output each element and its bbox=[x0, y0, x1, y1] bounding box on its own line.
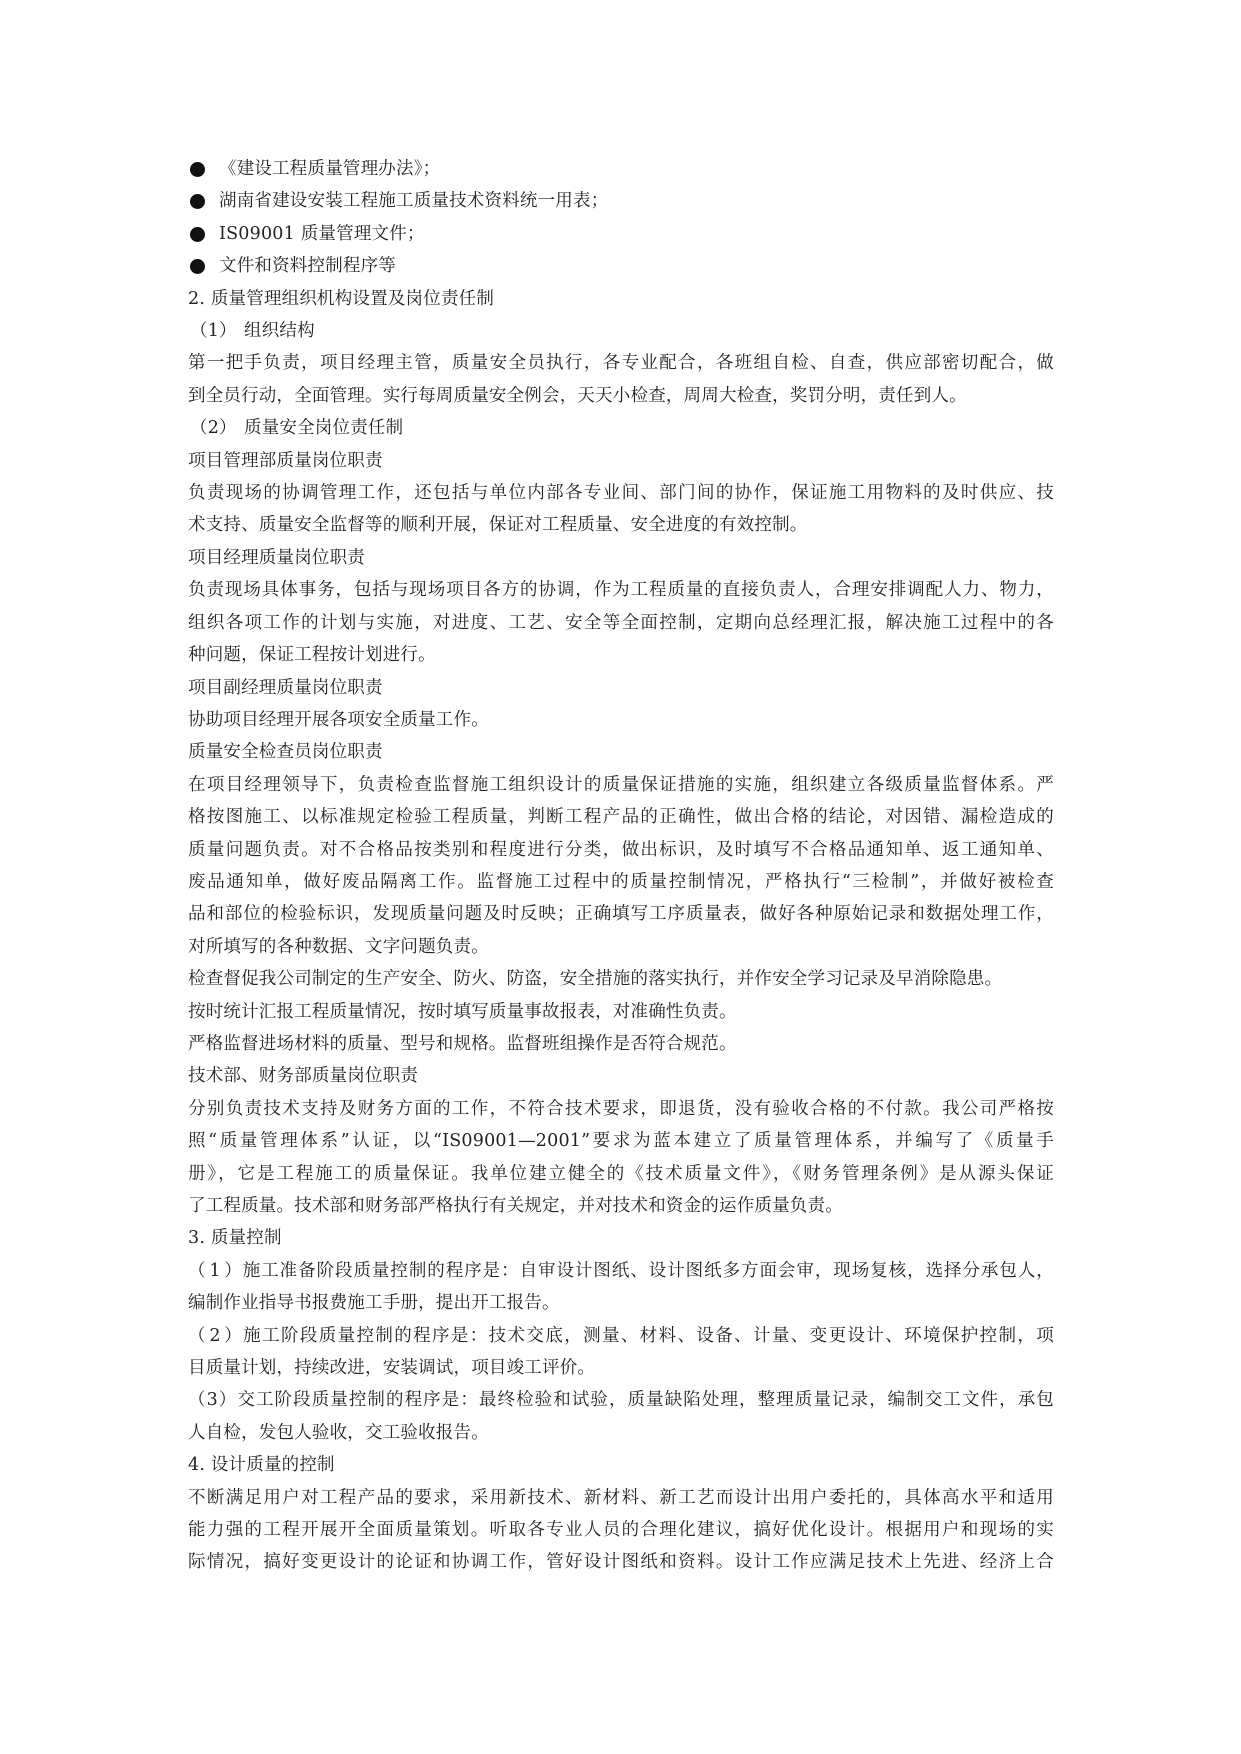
paragraph: 负责现场的协调管理工作，还包括与单位内部各专业间、部门间的协作，保证施工用物料的及时供应、技 术支持、质量安全监督等的顺利开展，保证对工程质量、安全进度的有效控制。 bbox=[188, 483, 1054, 536]
reference-list bbox=[188, 153, 1054, 283]
list-item: 文件和资料控制程序等 bbox=[188, 250, 1054, 282]
bullet-icon bbox=[190, 227, 205, 242]
list-item: IS09001 质量管理文件； bbox=[188, 218, 1054, 250]
section-heading: 3. 质量控制 bbox=[188, 1228, 282, 1249]
paragraph: 不断满足用户对工程产品的要求，采用新技术、新材料、新工艺而设计出用户委托的，具体高水平和适用 能力强的工程开展开全面质量策划。听取各专业人员的合理化建议，搞好优化设计。根据用户和现场的实 际情况，搞好变更设计的论证和协调工作，管好设计图纸和资料。设计工作应满足技术上先进、经济上合 bbox=[188, 1487, 1054, 1573]
role-title: 项目管理部质量岗位职责 bbox=[188, 450, 383, 471]
paragraph: 在项目经理领导下，负责检查监督施工组织设计的质量保证措施的实施，组织建立各级质量监督体系。严 格按图施工、以标准规定检验工程质量，判断工程产品的正确性，做出合格的结论，对因错、漏检造成的 质量问题负责。对不合格品按类别和程度进行分类，做出标识，及时填写不合格品通知单、返工通知单、 废品通知单，做好废品隔离工作。监督施工过程中的质量控制情况，严格执行“三检制”，并做好被检查 品和部位的检验标识，发现质量问题及时反映；正确填写工序质量表，做好各种原始记录和数据处理工作， 对所填写的各种数据、文字问题负责。 bbox=[188, 774, 1054, 957]
role-title: 技术部、财务部质量岗位职责 bbox=[188, 1066, 419, 1087]
paragraph: 检查督促我公司制定的生产安全、防火、防盗，安全措施的落实执行，并作安全学习记录及早消除隐患。 按时统计汇报工程质量情况，按时填写质量事故报表，对准确性负责。 严格监督进场材料的质量、型号和规格。监督班组操作是否符合规范。 bbox=[188, 969, 1003, 1054]
subsection-heading: （1） 组织结构 bbox=[190, 321, 315, 342]
control-item: （3）交工阶段质量控制的程序是：最终检验和试验，质量缺陷处理，整理质量记录，编制交工文件，承包 人自检，发包人验收，交工验收报告。 bbox=[188, 1390, 1055, 1443]
paragraph: 分别负责技术支持及财务方面的工作，不符合技术要求，即退货，没有验收合格的不付款。我公司严格按 照“质量管理体系”认证，以“IS09001—2001”要求为蓝本建立了质量管理体系，并编写了《质量手 册》，它是工程施工的质量保证。我单位建立健全的《技术质量文件》，《财务管理条例》是从源头保证 了工程质量。技术部和财务部严格执行有关规定，并对技术和资金的运作质量负责。 bbox=[188, 1098, 1054, 1216]
document-body bbox=[188, 153, 1054, 1579]
section-heading: 2. 质量管理组织机构设置及岗位责任制 bbox=[188, 288, 495, 309]
paragraph: 协助项目经理开展各项安全质量工作。 bbox=[188, 709, 489, 730]
role-title: 项目副经理质量岗位职责 bbox=[188, 677, 383, 698]
section-heading: 4. 设计质量的控制 bbox=[188, 1455, 335, 1476]
role-title: 项目经理质量岗位职责 bbox=[188, 547, 365, 568]
bullet-icon bbox=[190, 259, 205, 274]
list-item: 湖南省建设安装工程施工质量技术资料统一用表； bbox=[188, 185, 1054, 217]
control-item: （2）施工阶段质量控制的程序是：技术交底，测量、材料、设备、计量、变更设计、环境保护控制，项 目质量计划，持续改进，安装调试，项目竣工评价。 bbox=[188, 1325, 1054, 1379]
paragraph: 负责现场具体事务，包括与现场项目各方的协调，作为工程质量的直接负责人，合理安排调配人力、物力， 组织各项工作的计划与实施，对进度、工艺、安全等全面控制，定期向总经理汇报，解决施工过程中的各 种问题，保证工程按计划进行。 bbox=[188, 580, 1054, 666]
paragraph: 第一把手负责，项目经理主管，质量安全员执行，各专业配合，各班组自检、自查，供应部密切配合，做 到全员行动，全面管理。实行每周质量安全例会，天天小检查，周周大检查，奖罚分明，责任到人。 bbox=[188, 353, 1054, 406]
control-item: （1）施工准备阶段质量控制的程序是：自审设计图纸、设计图纸多方面会审，现场复核，选择分承包人， 编制作业指导书报费施工手册，提出开工报告。 bbox=[188, 1260, 1054, 1314]
bullet-icon bbox=[190, 194, 205, 209]
bullet-icon bbox=[190, 162, 205, 177]
role-title: 质量安全检查员岗位职责 bbox=[188, 742, 383, 763]
subsection-heading: （2） 质量安全岗位责任制 bbox=[190, 418, 404, 439]
list-item: 《建设工程质量管理办法》； bbox=[188, 153, 1054, 185]
